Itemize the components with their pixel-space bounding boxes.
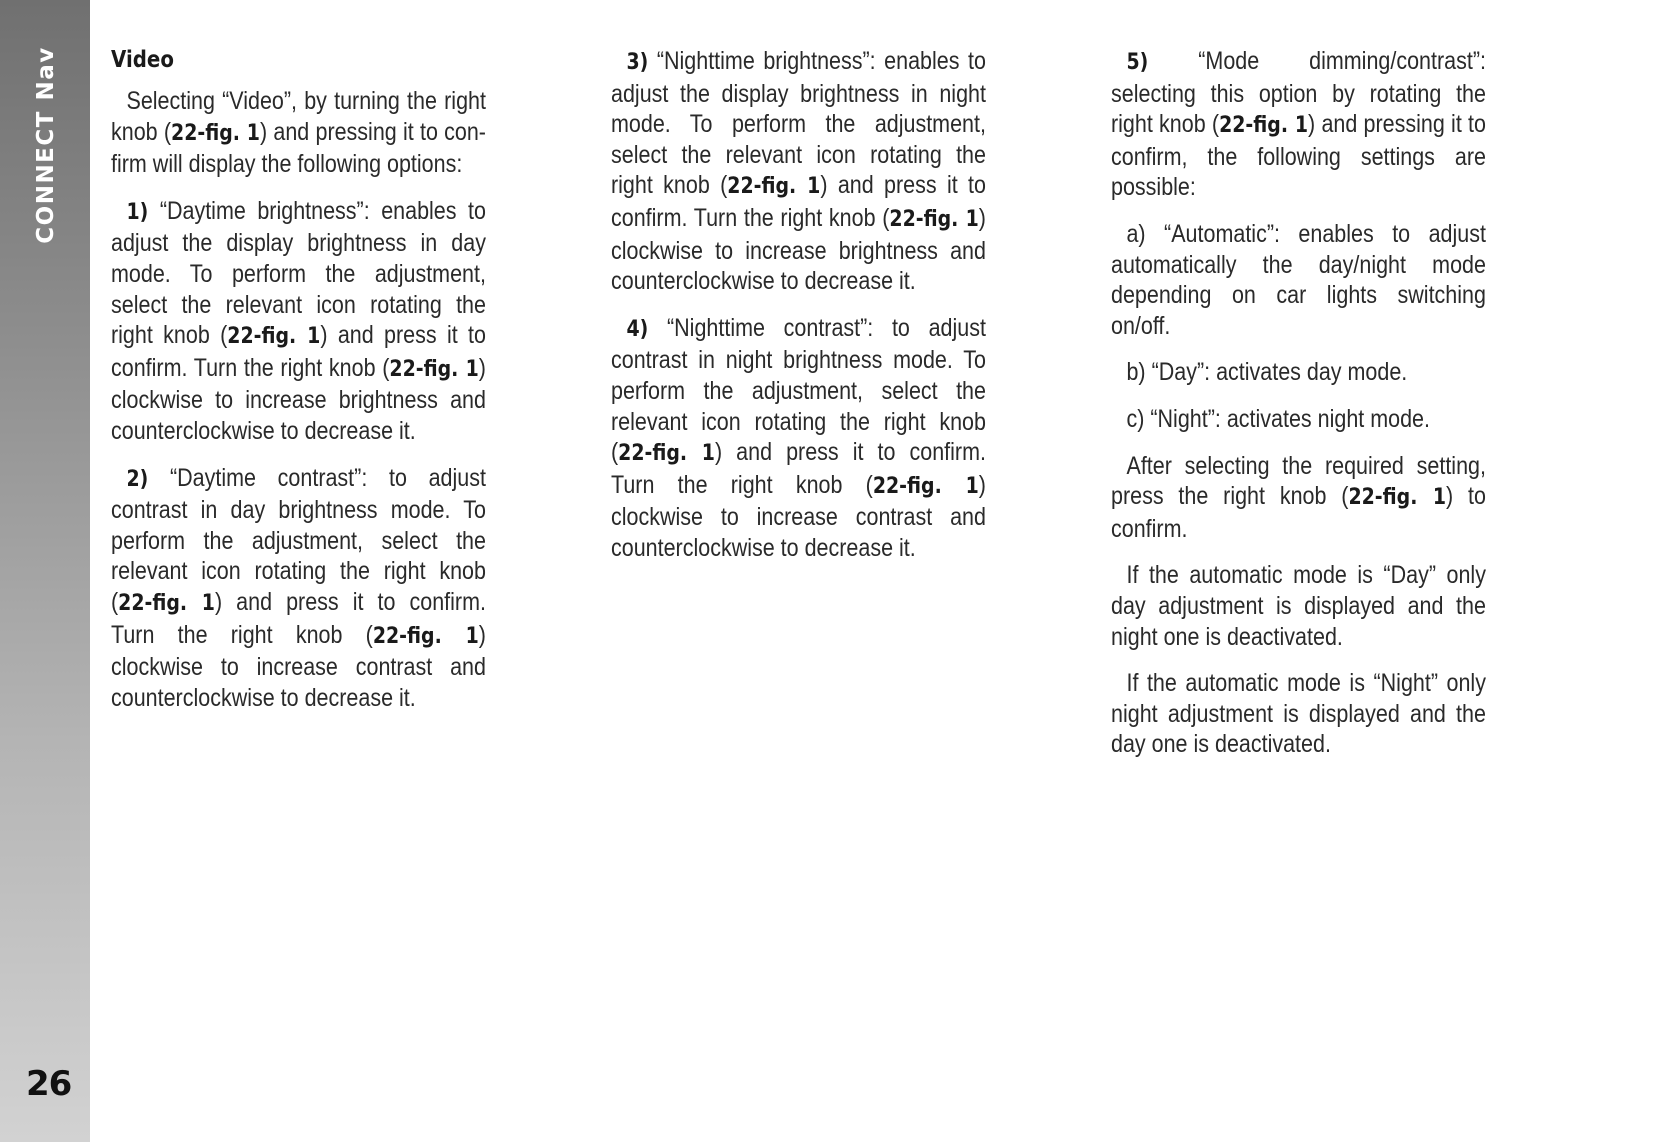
setting-night: c) “Night”: activates night mode. bbox=[1126, 404, 1430, 433]
option-nighttime-brightness: 3) “Nighttime brightness”: enables to adjust the display brightness in night mode. To perform the adjustment, select the relevant icon rotating the right knob (22-fig. 1) and press it to confirm. Turn the right knob (22-fig. 1) clockwise to increase brightness and counterclockwise to decrease it. bbox=[611, 47, 986, 296]
sidebar bbox=[0, 0, 90, 1142]
figure-reference: 22-fig. 1 bbox=[372, 623, 479, 649]
item-number: 5) bbox=[1126, 50, 1149, 75]
figure-reference: 22-fig. 1 bbox=[227, 324, 321, 350]
note-night-mode: If the automatic mode is “Night” only night adjustment is displayed and the day one is deactivated. bbox=[1111, 669, 1486, 759]
page-number: 26 bbox=[26, 1064, 72, 1104]
figure-reference: 22-fig. 1 bbox=[171, 120, 260, 146]
column-1 bbox=[111, 46, 486, 729]
intro-paragraph: Selecting “Video”, by turning the right knob (22-fig. 1) and pressing it to confirm will display the following options: bbox=[111, 87, 486, 179]
confirm-instruction: After selecting the required setting, press the right knob (22-fig. 1) to confirm. bbox=[1111, 451, 1486, 543]
figure-reference: 22-fig. 1 bbox=[118, 590, 215, 616]
option-mode-dimming-contrast: 5) “Mode dimming/contrast”: selecting this option by rotating the right knob (22-fig. 1) and pressing it to confirm, the following settings are possible: bbox=[1111, 47, 1486, 202]
option-nighttime-contrast: 4) “Nighttime contrast”: to adjust contrast in night brightness mode. To perform the adjustment, select the relevant icon rotating the right knob (22-fig. 1) and press it to confirm. Turn the right knob (22-fig. 1) clockwise to increase contrast and counterclockwise to decrease it. bbox=[611, 313, 986, 562]
option-daytime-contrast: 2) “Daytime contrast”: to adjust contrast in day brightness mode. To perform the adjustment, select the relevant icon rotating the right knob (22-fig. 1) and press it to confirm. Turn the right knob (22-fig. 1) clockwise to increase contrast and counterclockwise to decrease it. bbox=[111, 463, 486, 712]
figure-reference: 22-fig. 1 bbox=[389, 356, 479, 382]
item-number: 4) bbox=[626, 316, 649, 342]
option-daytime-brightness: 1) “Daytime brightness”: enables to adjust the display brightness in day mode. To perform the adjustment, select the relevant icon rotating the right knob (22-fig. 1) and press it to confirm. Turn the right knob (22-fig. 1) clockwise to increase brightness and counterclockwise to decrease it. bbox=[111, 196, 486, 445]
column-2 bbox=[611, 46, 986, 580]
figure-reference: 22-fig. 1 bbox=[872, 473, 979, 499]
item-number: 3) bbox=[626, 50, 649, 75]
figure-reference: 22-fig. 1 bbox=[889, 206, 979, 232]
note-day-mode: If the automatic mode is “Day” only day adjustment is displayed and the night one is deactivated. bbox=[1111, 561, 1486, 651]
setting-day: b) “Day”: activates day mode. bbox=[1126, 358, 1408, 387]
figure-reference: 22-fig. 1 bbox=[618, 441, 715, 467]
figure-reference: 22-fig. 1 bbox=[1219, 113, 1309, 139]
section-label: CONNECT Nav bbox=[33, 46, 59, 244]
figure-reference: 22-fig. 1 bbox=[1348, 485, 1447, 511]
item-number: 2) bbox=[126, 466, 149, 492]
column-3 bbox=[1111, 46, 1486, 776]
figure-reference: 22-fig. 1 bbox=[727, 174, 821, 200]
setting-automatic: a) “Automatic”: enables to adjust automatically the day/night mode depending on car lights switching on/off. bbox=[1111, 219, 1486, 340]
item-number: 1) bbox=[126, 199, 149, 225]
section-heading-video: Video bbox=[111, 47, 174, 73]
